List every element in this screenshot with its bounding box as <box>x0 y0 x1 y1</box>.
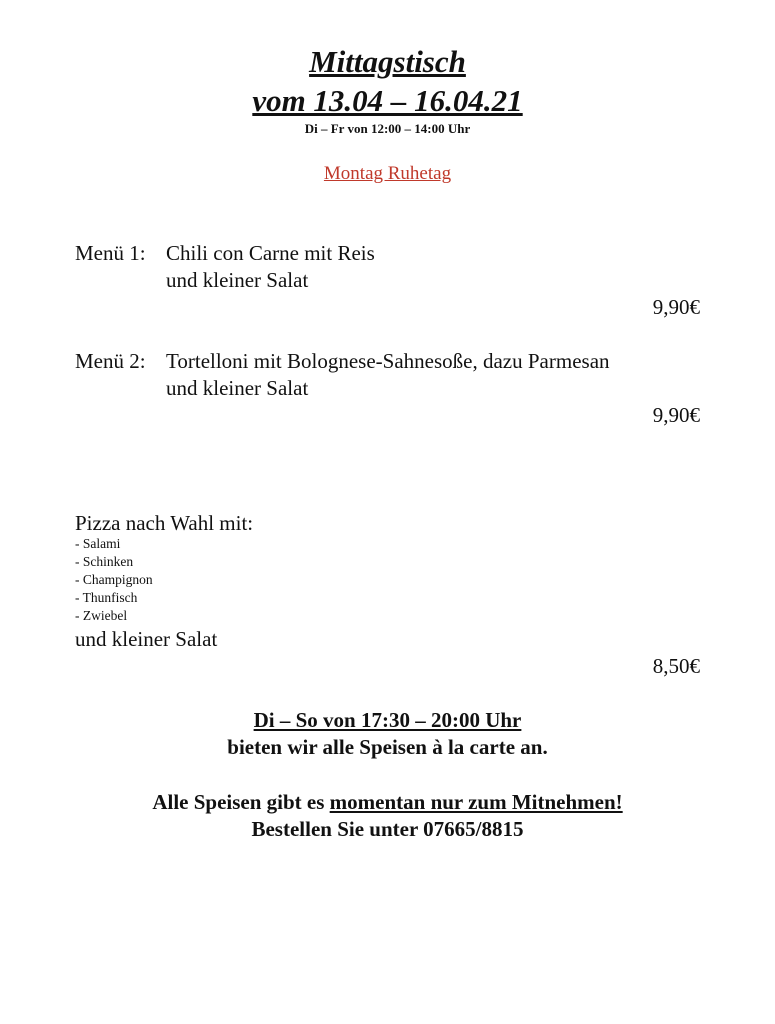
menu-2-price: 9,90€ <box>652 403 700 427</box>
pizza-topping: - Salami <box>75 536 121 551</box>
evening-hours-text: Di – So von 17:30 – 20:00 Uhr <box>253 708 522 732</box>
pizza-side: und kleiner Salat <box>75 627 218 651</box>
pizza-topping: - Thunfisch <box>75 590 138 605</box>
takeaway-notice <box>0 789 775 816</box>
pizza-heading: Pizza nach Wahl mit: <box>75 511 254 535</box>
menu-2-side: und kleiner Salat <box>166 376 309 400</box>
title-line-1: Mittagstisch <box>309 44 466 79</box>
evening-hours <box>0 707 775 734</box>
menu-1-price: 9,90€ <box>652 295 700 319</box>
menu-1-dish: Chili con Carne mit Reis <box>166 241 375 265</box>
pizza-topping: - Zwiebel <box>75 608 128 623</box>
menu-2-dish: Tortelloni mit Bolognese-Sahnesoße, dazu Parmesan <box>166 349 610 373</box>
menu-1-label: Menü 1: <box>75 241 146 265</box>
pizza-price: 8,50€ <box>652 654 700 678</box>
order-phone: Bestellen Sie unter 07665/8815 <box>251 817 524 841</box>
title-line-2: vom 13.04 – 16.04.21 <box>252 83 523 118</box>
menu-2-label: Menü 2: <box>75 349 146 373</box>
lunch-hours: Di – Fr von 12:00 – 14:00 Uhr <box>304 121 471 136</box>
takeaway-emphasis: momentan nur zum Mitnehmen! <box>329 790 623 814</box>
closed-day-notice: Montag Ruhetag <box>323 163 452 184</box>
menu-1-side: und kleiner Salat <box>166 268 309 292</box>
pizza-topping: - Schinken <box>75 554 134 569</box>
evening-info: bieten wir alle Speisen à la carte an. <box>227 735 548 759</box>
pizza-topping: - Champignon <box>75 572 153 587</box>
takeaway-prefix: Alle Speisen gibt es <box>152 790 330 814</box>
